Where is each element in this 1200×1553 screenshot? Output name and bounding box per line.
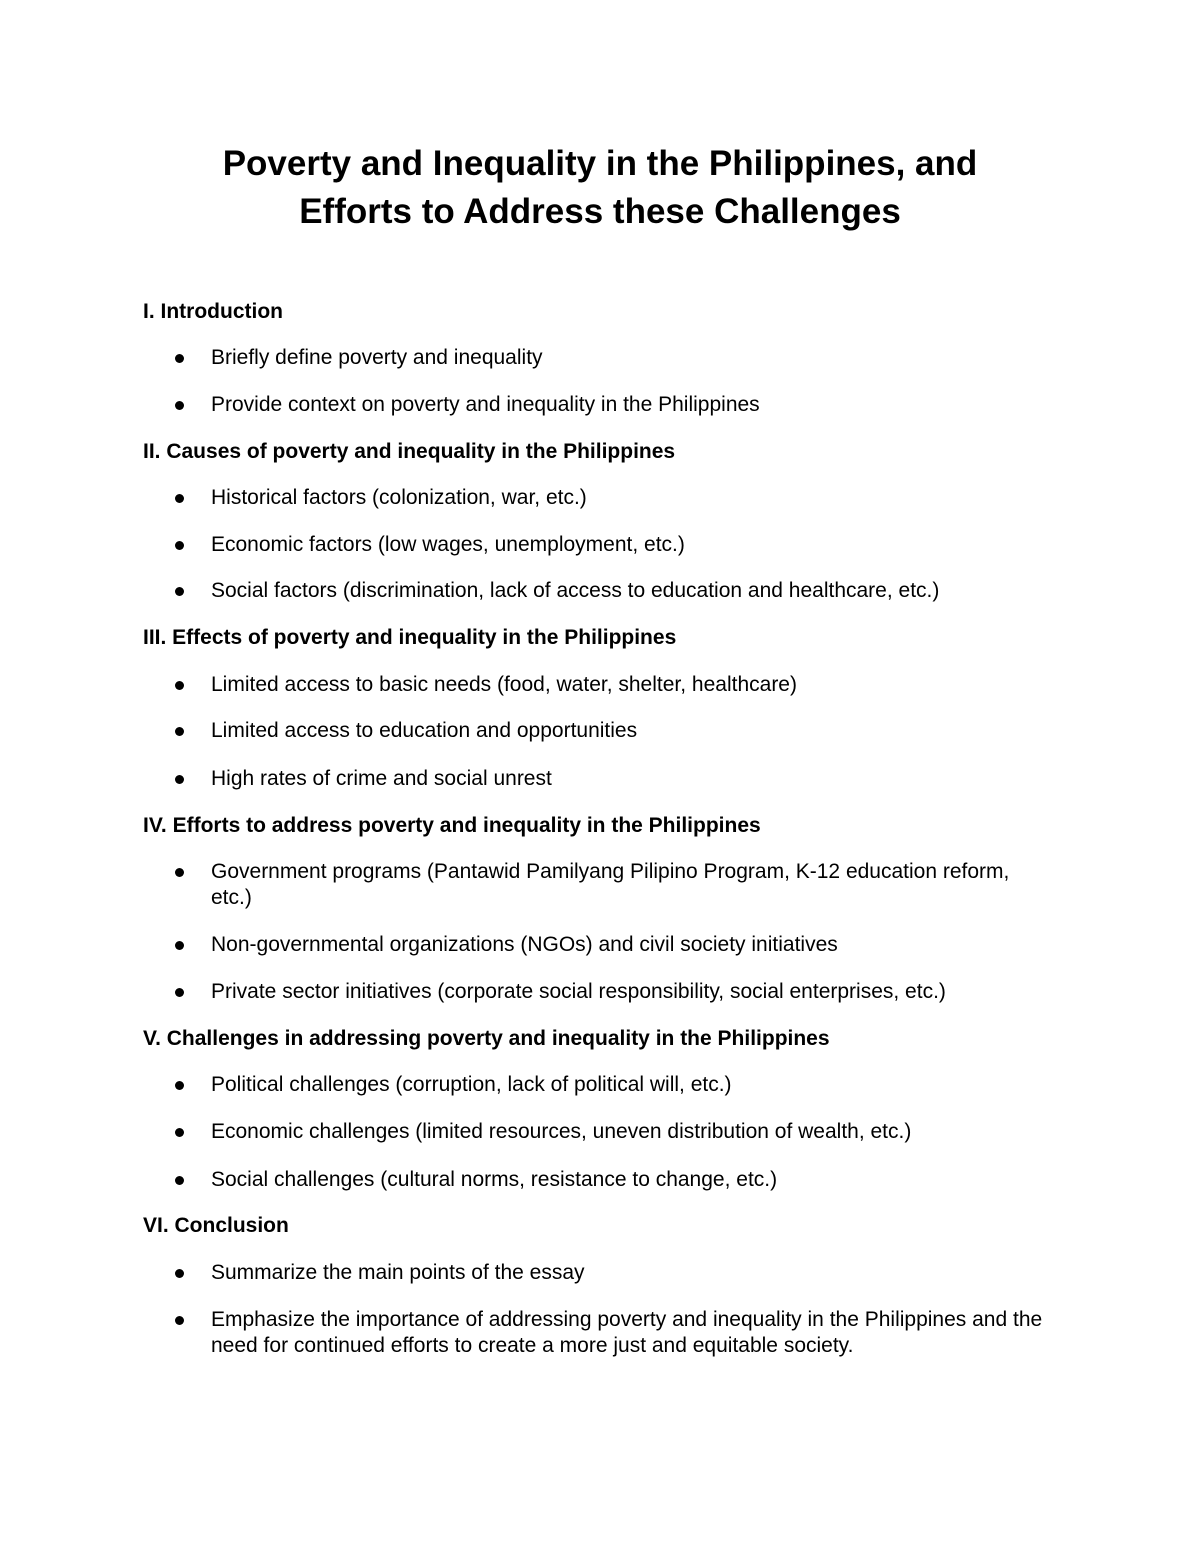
bullet-icon (175, 1176, 184, 1185)
list-item: Summarize the main points of the essay (172, 1260, 1072, 1286)
list-item: Limited access to basic needs (food, water, shelter, healthcare) (172, 672, 1072, 698)
list-item: Social factors (discrimination, lack of access to education and healthcare, etc.) (172, 578, 1072, 604)
bullet-icon (175, 354, 184, 363)
bullet-icon (175, 541, 184, 550)
list-item: Non-governmental organizations (NGOs) and civil society initiatives (172, 932, 1072, 958)
bullet-icon (175, 727, 184, 736)
bullet-icon (175, 988, 184, 997)
bullet-icon (175, 1316, 184, 1325)
list-item: Provide context on poverty and inequality in the Philippines (172, 392, 1072, 418)
title-line-1: Poverty and Inequality in the Philippines, and (222, 144, 978, 183)
list-item: Social challenges (cultural norms, resistance to change, etc.) (172, 1167, 1072, 1193)
section-heading-causes: II. Causes of poverty and inequality in the Philippines (143, 440, 676, 463)
section-heading-introduction: I. Introduction (143, 300, 283, 323)
bullet-icon (175, 868, 184, 877)
bullet-icon (175, 587, 184, 596)
bullet-icon (175, 1081, 184, 1090)
section-heading-efforts: IV. Efforts to address poverty and inequality in the Philippines (143, 814, 761, 837)
list-item: Economic factors (low wages, unemployment, etc.) (172, 532, 1072, 558)
list-item: Political challenges (corruption, lack of political will, etc.) (172, 1072, 1072, 1098)
title-line-2: Efforts to Address these Challenges (299, 192, 901, 231)
list-item: High rates of crime and social unrest (172, 766, 1072, 792)
list-item: Limited access to education and opportunities (172, 718, 1072, 744)
section-heading-conclusion: VI. Conclusion (143, 1214, 289, 1237)
bullet-icon (175, 401, 184, 410)
document-title (100, 140, 1100, 236)
list-item: Economic challenges (limited resources, uneven distribution of wealth, etc.) (172, 1119, 1072, 1145)
list-item: Government programs (Pantawid Pamilyang Pilipino Program, K-12 education reform, etc.) (172, 859, 1072, 911)
bullet-icon (175, 941, 184, 950)
bullet-icon (175, 681, 184, 690)
list-item: Emphasize the importance of addressing poverty and inequality in the Philippines and the need for continued efforts to create a more just and equitable society. (172, 1307, 1072, 1359)
section-heading-challenges: V. Challenges in addressing poverty and inequality in the Philippines (143, 1027, 830, 1050)
list-item: Private sector initiatives (corporate social responsibility, social enterprises, etc.) (172, 979, 1072, 1005)
bullet-icon (175, 1269, 184, 1278)
bullet-icon (175, 1128, 184, 1137)
bullet-icon (175, 775, 184, 784)
list-item: Historical factors (colonization, war, etc.) (172, 485, 1072, 511)
bullet-icon (175, 494, 184, 503)
list-item: Briefly define poverty and inequality (172, 345, 1072, 371)
section-heading-effects: III. Effects of poverty and inequality in the Philippines (143, 626, 677, 649)
